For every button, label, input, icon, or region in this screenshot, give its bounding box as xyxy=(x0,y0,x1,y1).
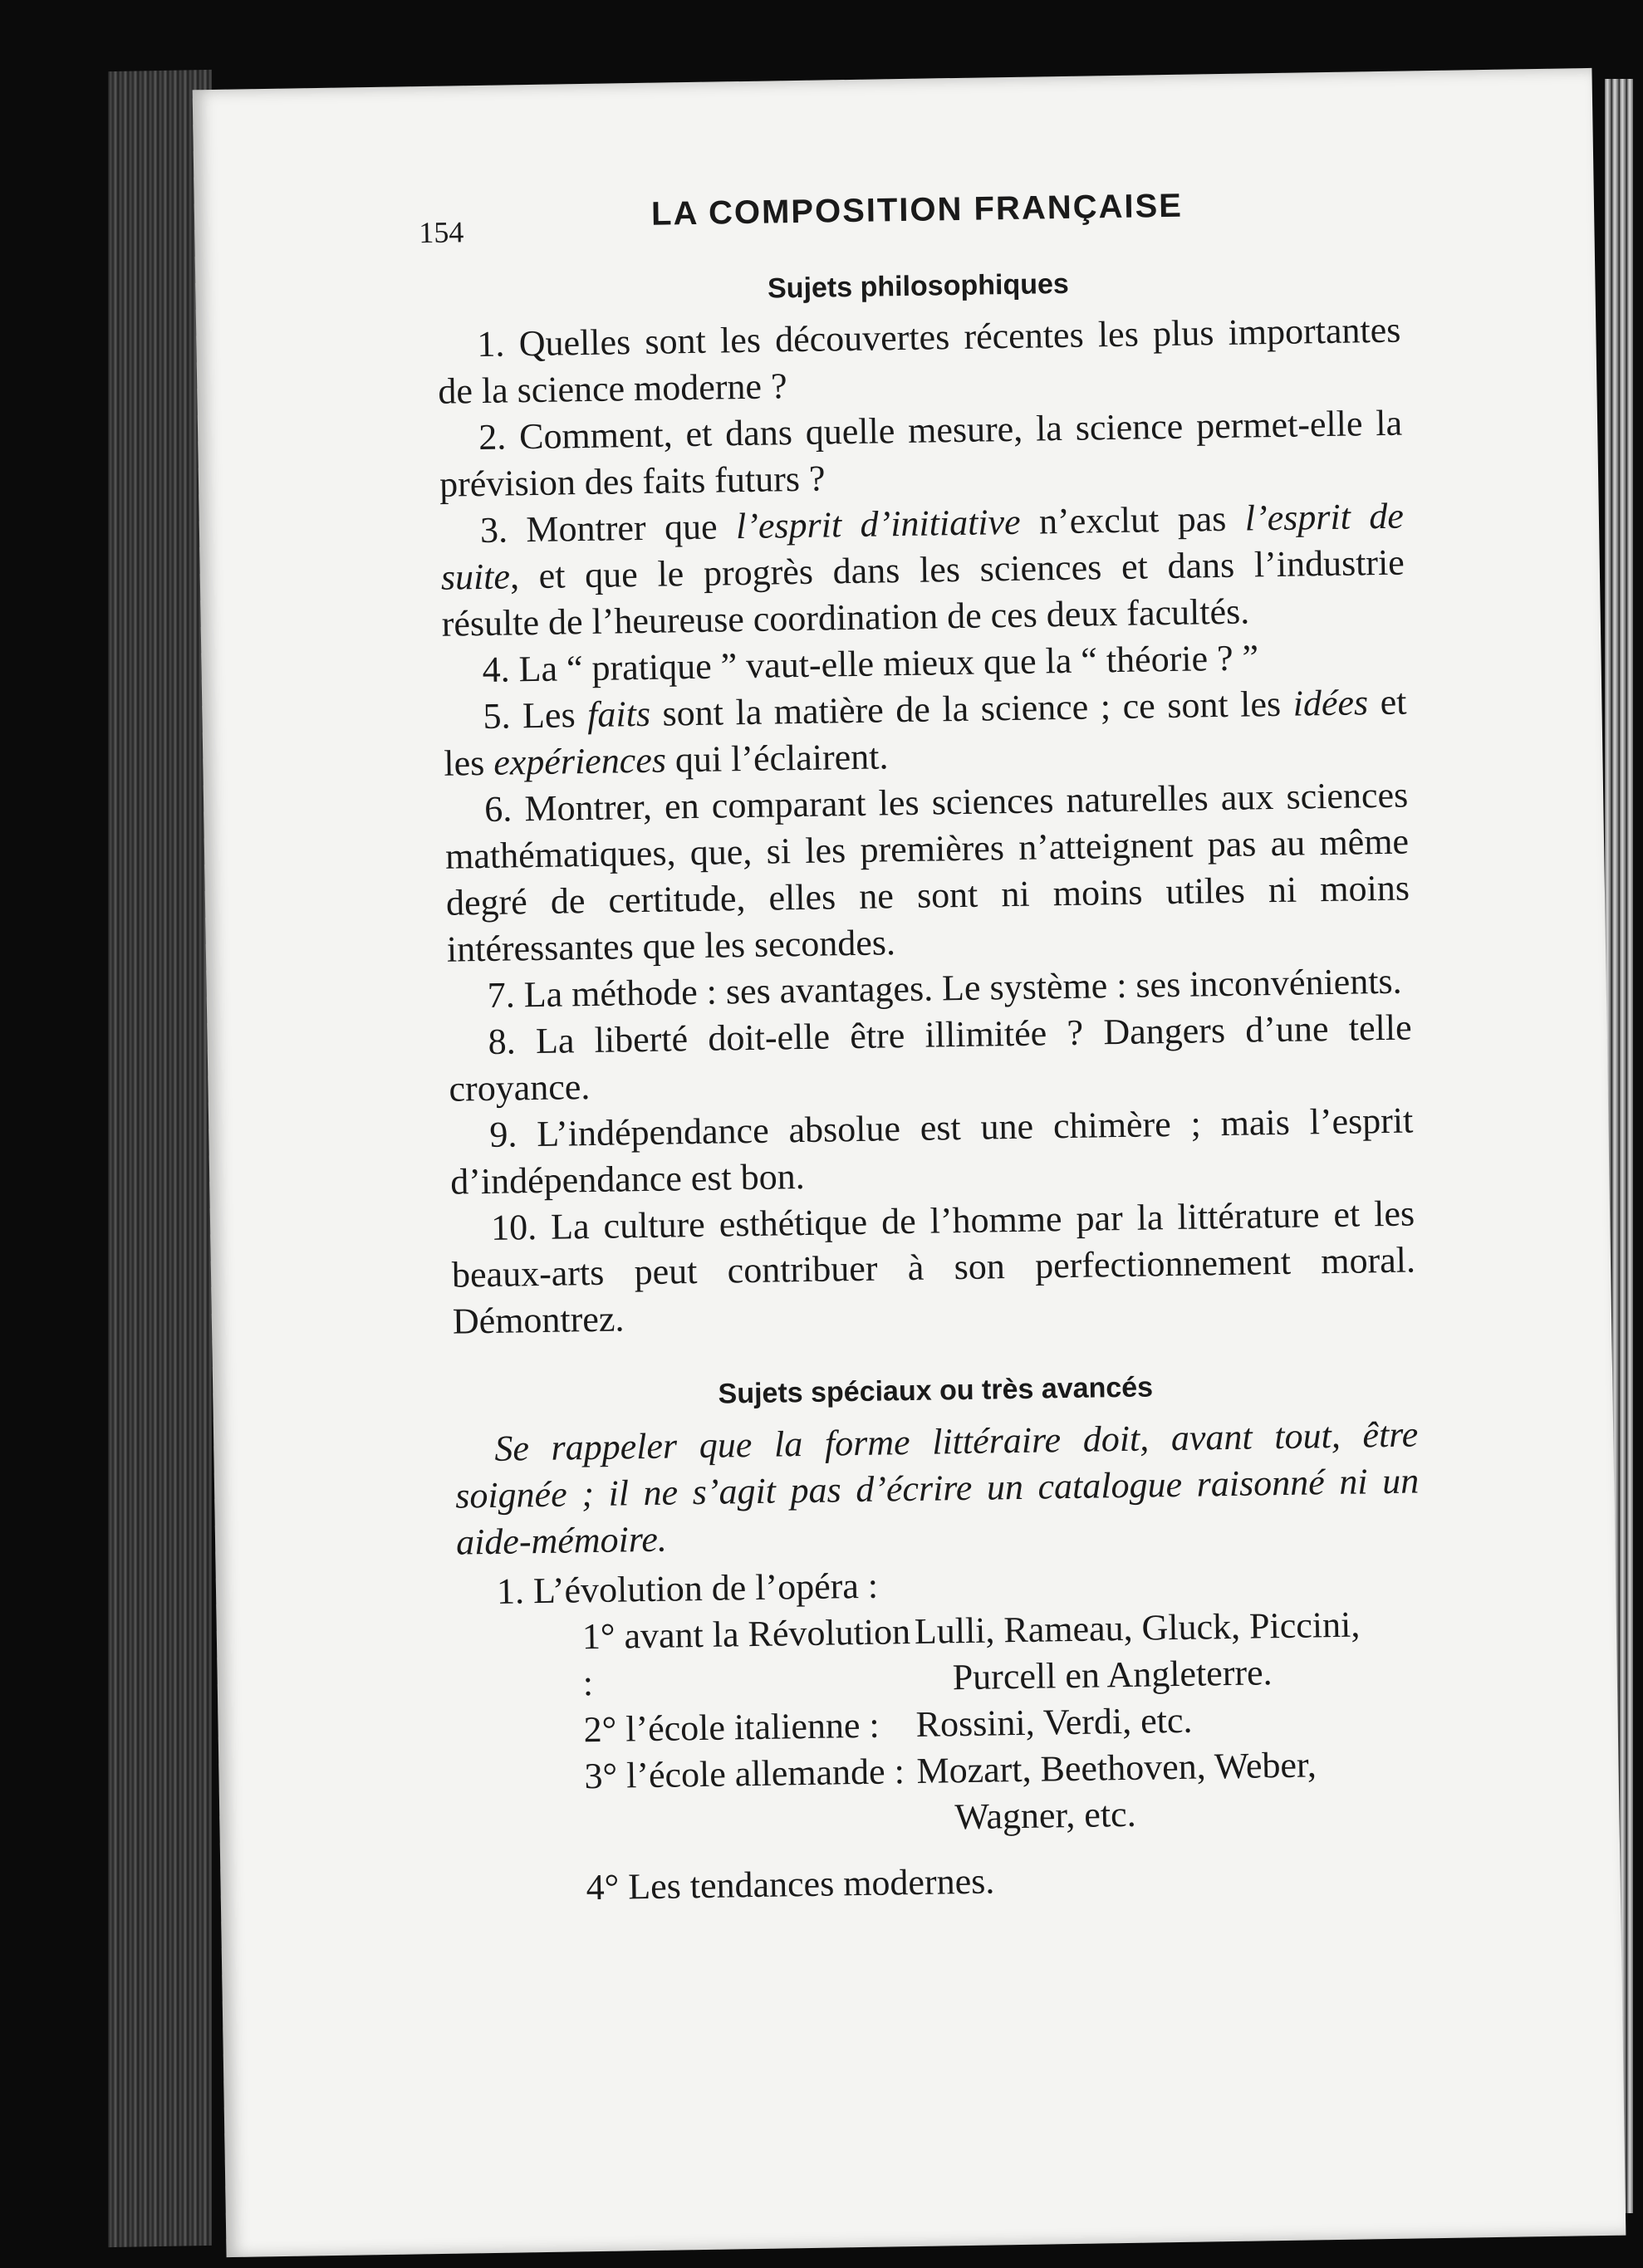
subitem-label: 1° avant la Révolution : xyxy=(581,1611,911,1704)
topic-item xyxy=(444,772,1410,973)
topic-text: La culture esthétique de l’homme par la littérature et les beaux-arts peut contribuer à son perfectionnement moral. Démontrez. xyxy=(451,1193,1416,1342)
topic-number: 3. xyxy=(479,509,508,551)
topic-item xyxy=(449,1097,1415,1205)
book-edge-left xyxy=(108,70,212,2247)
topic-number: 1. xyxy=(477,323,505,365)
subitem-values-line1: Mozart, Beethoven, Weber, xyxy=(916,1744,1317,1791)
running-head xyxy=(419,179,1400,261)
opera-subitem-last: 4° Les tendances modernes. xyxy=(586,1860,995,1908)
page xyxy=(193,68,1626,2257)
topic-number: 10. xyxy=(490,1207,537,1248)
section-heading-philosophical: Sujets philosophiques xyxy=(767,267,1070,305)
topic-text-italic: expériences xyxy=(493,739,667,783)
topic-text-italic: faits xyxy=(586,693,651,736)
topic-text-italic: l’esprit de suite xyxy=(440,495,1405,598)
subitem-values-line2: Purcell en Angleterre. xyxy=(952,1652,1273,1698)
topic-text: L’indépendance absolue est une chimère ; mais l’esprit d’indépendance est bon. xyxy=(449,1100,1414,1203)
topic-text: Quelles sont les découvertes récentes les plus importantes de la science moderne ? xyxy=(437,309,1401,412)
topic-text-italic: l’esprit d’initiative xyxy=(735,501,1021,547)
topic-text: n’exclut pas xyxy=(1020,497,1246,542)
topic-number: 2. xyxy=(478,416,507,458)
subitem-values xyxy=(916,1740,1425,1841)
topic-text: Les xyxy=(510,694,588,737)
opera-subitem xyxy=(459,1740,1425,1848)
subitem-values-line1: Rossini, Verdi, etc. xyxy=(915,1699,1193,1745)
subitem-values xyxy=(914,1600,1422,1702)
opera-topic-title: 1. L’évolution de l’opéra : xyxy=(496,1565,879,1612)
topic-item xyxy=(437,307,1402,415)
topic-item xyxy=(439,400,1404,508)
page-content xyxy=(419,179,1425,1913)
topic-text: La méthode : ses avantages. Le système : ses inconvénients. xyxy=(514,960,1402,1016)
topic-item xyxy=(448,1004,1413,1112)
subitem-label: 2° l’école italienne : xyxy=(583,1704,880,1751)
topic-text: sont la matière de la science ; ce sont les xyxy=(650,683,1294,734)
topic-text: Montrer que xyxy=(507,506,737,551)
topic-text: et les xyxy=(443,681,1407,784)
subitem-label: 3° l’école allemande : xyxy=(584,1751,905,1797)
topic-text: Comment, et dans quelle mesure, la science permet-elle la prévision des faits futurs ? xyxy=(439,402,1403,505)
opera-subitem xyxy=(458,1600,1423,1708)
subitem-values xyxy=(915,1693,1423,1748)
topic-item xyxy=(451,1190,1416,1345)
topic-number: 5. xyxy=(483,695,511,737)
topic-text: La “ pratique ” vaut-elle mieux que la “ théorie ? ” xyxy=(509,637,1259,690)
topic-number: 8. xyxy=(488,1021,517,1062)
running-title: LA COMPOSITION FRANÇAISE xyxy=(650,187,1184,233)
subitem-values-line2: Wagner, etc. xyxy=(954,1793,1136,1838)
topic-text: La liberté doit-elle être illimitée ? Dangers d’une telle croyance. xyxy=(449,1007,1412,1110)
special-topics-intro: Se rappeler que la forme littéraire doit, avant tout, être soignée ; il ne s’agit pas d’écrire un catalogue raisonné ni un aide-mémoire. xyxy=(454,1413,1420,1563)
section-heading-special: Sujets spéciaux ou très avancés xyxy=(718,1371,1154,1410)
topic-number: 7. xyxy=(487,974,516,1016)
topic-text: Montrer, en comparant les sciences naturelles aux sciences mathématiques, que, si les premières n’atteignent pas au même degré de certitude, elles ne sont ni moins utiles ni moins intéressantes que les secondes. xyxy=(444,774,1410,970)
philosophical-topics-list xyxy=(437,307,1416,1345)
topic-number: 6. xyxy=(483,788,513,830)
topic-number: 9. xyxy=(489,1114,517,1155)
topic-item xyxy=(443,679,1408,787)
topic-text-italic: idées xyxy=(1292,682,1369,724)
topic-item xyxy=(440,493,1405,648)
topic-number: 4. xyxy=(482,649,510,690)
page-number: 154 xyxy=(419,215,464,250)
topic-text: qui l’éclairent. xyxy=(665,736,889,781)
topic-text: , et que le progrès dans les sciences et dans l’industrie résulte de l’heureuse coordination de ces deux facultés. xyxy=(441,541,1405,644)
subitem-values-line1: Lulli, Rameau, Gluck, Piccini, xyxy=(914,1604,1361,1652)
